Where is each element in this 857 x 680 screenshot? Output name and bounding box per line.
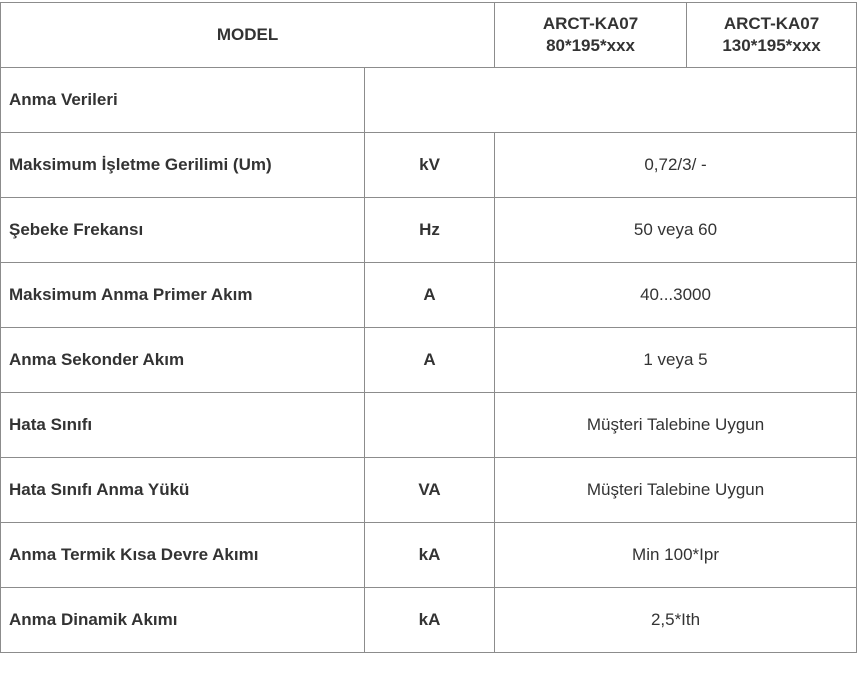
header-row (1, 3, 857, 68)
table-row (1, 263, 857, 328)
model-name: ARCT-KA07 (542, 14, 639, 33)
model-size: 80*195*xxx (546, 36, 635, 55)
row-label: Anma Dinamik Akımı (1, 588, 365, 653)
table-row (1, 393, 857, 458)
row-label: Hata Sınıfı Anma Yükü (1, 458, 365, 523)
model-header-label: MODEL (216, 25, 279, 44)
row-value: 2,5*Ith (495, 588, 857, 653)
row-value: 1 veya 5 (495, 328, 857, 393)
table-row (1, 523, 857, 588)
model-size: 130*195*xxx (722, 36, 821, 55)
row-unit: kA (365, 588, 495, 653)
section-row (1, 68, 857, 133)
row-label: Hata Sınıfı (1, 393, 365, 458)
row-unit: VA (365, 458, 495, 523)
model-name: ARCT-KA07 (723, 14, 820, 33)
table-row (1, 133, 857, 198)
spec-table (0, 2, 857, 653)
table-row (1, 198, 857, 263)
row-value: Müşteri Talebine Uygun (495, 458, 857, 523)
row-unit: Hz (365, 198, 495, 263)
table-row (1, 328, 857, 393)
row-value: 0,72/3/ - (495, 133, 857, 198)
section-empty-cell (365, 68, 857, 133)
model-column-2 (687, 3, 857, 68)
row-label: Şebeke Frekansı (1, 198, 365, 263)
row-unit: kA (365, 523, 495, 588)
row-label: Anma Sekonder Akım (1, 328, 365, 393)
row-unit (365, 393, 495, 458)
row-label: Maksimum Anma Primer Akım (1, 263, 365, 328)
table-row (1, 458, 857, 523)
row-value: Min 100*Ipr (495, 523, 857, 588)
row-unit: A (365, 328, 495, 393)
row-unit: A (365, 263, 495, 328)
row-label: Maksimum İşletme Gerilimi (Um) (1, 133, 365, 198)
row-value: Müşteri Talebine Uygun (495, 393, 857, 458)
section-title: Anma Verileri (1, 68, 365, 133)
row-label: Anma Termik Kısa Devre Akımı (1, 523, 365, 588)
row-unit: kV (365, 133, 495, 198)
model-column-1 (495, 3, 687, 68)
model-header-cell (1, 3, 495, 68)
row-value: 50 veya 60 (495, 198, 857, 263)
row-value: 40...3000 (495, 263, 857, 328)
table-row (1, 588, 857, 653)
